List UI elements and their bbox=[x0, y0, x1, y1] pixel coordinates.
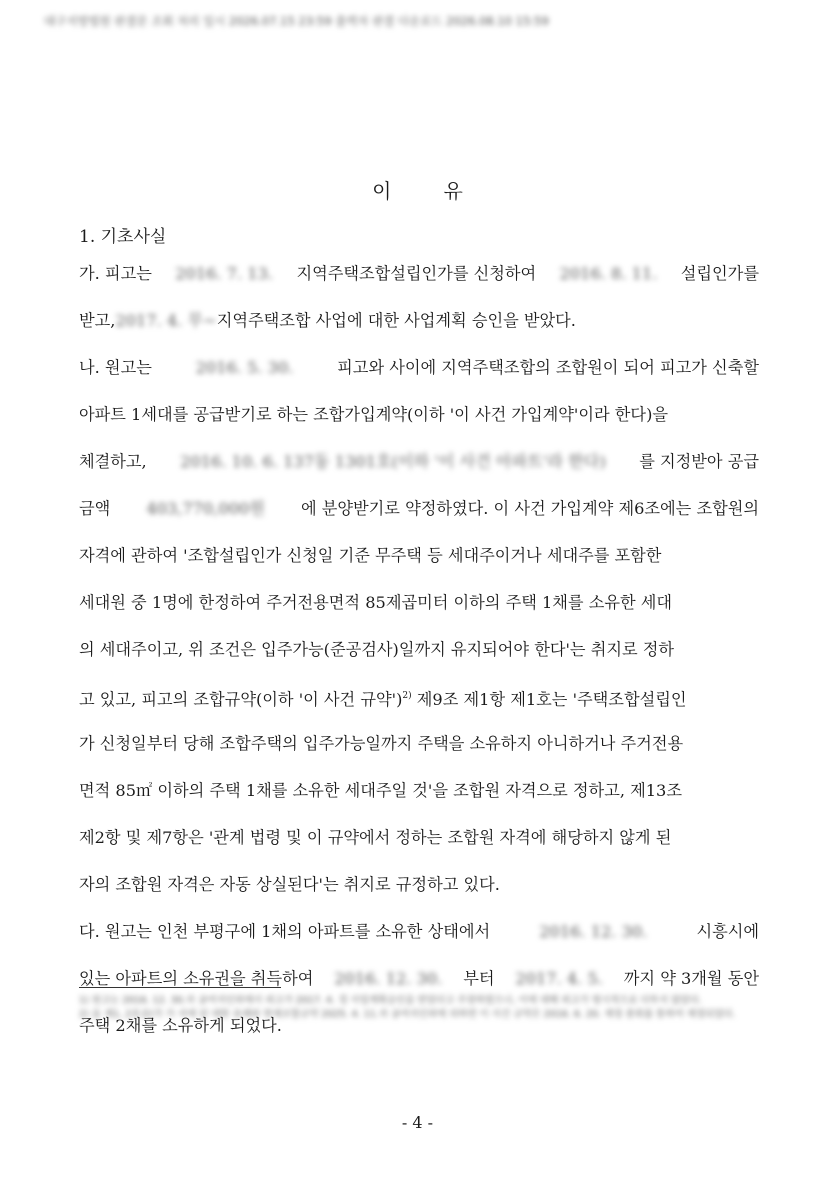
redacted-date: 2017. 4. 5. bbox=[515, 969, 603, 988]
redacted-date: 2016. 5. 30. bbox=[195, 358, 294, 377]
text-line-14 bbox=[79, 861, 759, 908]
text-line-1 bbox=[79, 250, 759, 297]
text-segment: 까지 약 3개월 동안 bbox=[623, 969, 759, 988]
text-segment: 고 있고, 피고의 조합규약(이하 '이 사건 규약') bbox=[79, 690, 403, 709]
page-title bbox=[0, 175, 835, 204]
text-line-12 bbox=[79, 767, 759, 814]
redacted-date: 2017. 4. 무~ bbox=[115, 311, 217, 330]
text-segment: 체결하고, bbox=[79, 452, 147, 471]
text-segment: 아파트 1세대를 공급받기로 하는 조합가입계약(이하 '이 사건 가입계약'이라 한다)을 bbox=[79, 405, 669, 424]
text-segment: 지역주택조합설립인가를 신청하여 bbox=[296, 264, 537, 283]
text-line-13 bbox=[79, 814, 759, 861]
text-line-7 bbox=[79, 532, 759, 579]
footnote-divider bbox=[79, 987, 281, 988]
redacted-amount: 403,770,000원 bbox=[146, 499, 265, 518]
redacted-date: 2016. 7. 13. bbox=[175, 264, 274, 283]
text-segment: 주택 2채를 소유하게 되었다. bbox=[79, 1016, 282, 1035]
text-segment: 부터 bbox=[463, 969, 495, 988]
text-segment: 피고와 사이에 지역주택조합의 조합원이 되어 피고가 신축할 bbox=[337, 358, 759, 377]
footnote-ref: 2) bbox=[402, 691, 412, 701]
text-segment: 다. 원고는 인천 부평구에 1채의 아파트를 소유한 상태에서 bbox=[79, 922, 491, 941]
page-number: - 4 - bbox=[401, 1113, 434, 1132]
redacted-date: 2016. 8. 11. bbox=[559, 264, 658, 283]
text-segment: 받고, bbox=[79, 311, 116, 330]
text-line-6 bbox=[79, 485, 759, 532]
text-segment: 에 분양받기로 약정하였다. 이 사건 가입계약 제6조에는 조합원의 bbox=[300, 499, 759, 518]
text-segment: 시흥시에 bbox=[696, 922, 759, 941]
text-segment: 나. 원고는 bbox=[79, 358, 152, 377]
text-line-8 bbox=[79, 579, 759, 626]
text-segment: 세대원 중 1명에 한정하여 주거전용면적 85제곱미터 이하의 주택 1채를 소유한 세대 bbox=[79, 593, 673, 612]
text-segment: 의 세대주이고, 위 조건은 입주가능(준공검사)일까지 유지되어야 한다'는 취지로 정하 bbox=[79, 640, 675, 659]
text-segment: 가. 피고는 bbox=[79, 264, 152, 283]
footnotes bbox=[79, 994, 759, 1021]
title-char-left: 이 bbox=[372, 179, 392, 203]
text-segment: 지역주택조합 사업에 대한 사업계획 승인을 받았다. bbox=[216, 311, 576, 330]
text-segment: 가 신청일부터 당해 조합주택의 입주가능일까지 주택을 소유하지 아니하거나 주거전용 bbox=[79, 734, 684, 753]
redacted-unit: 2016. 10. 6. 137동 1301호(이하 '이 사건 아파트'라 한다) bbox=[180, 452, 606, 471]
title-char-right: 유 bbox=[443, 179, 463, 203]
body-text bbox=[79, 250, 759, 1049]
text-segment: 제9조 제1항 제1호는 '주택조합설립인 bbox=[411, 690, 687, 709]
redacted-date: 2016. 12. 30. bbox=[539, 922, 648, 941]
text-line-11 bbox=[79, 720, 759, 767]
text-line-9 bbox=[79, 626, 759, 673]
text-line-3 bbox=[79, 344, 759, 391]
text-line-4 bbox=[79, 391, 759, 438]
section-heading: 1. 기초사실 bbox=[79, 227, 167, 247]
text-segment: 설립인가를 bbox=[680, 264, 759, 283]
footnote-1: 1) 원고는 2016. 12. 30.자 공여지인허에서 피고가 2017. 4. 경 사업계획승인을 받았다고 주장하였으나, 이에 대해 피고가 명시적으로 다투지 않았다. bbox=[79, 995, 702, 1006]
document-header: 대구지방법원 판결문 조회 처리 일시 2026.07.15 23:59 출력자 판결 다운로드 2026.08.10 15:59 bbox=[44, 14, 549, 28]
text-segment: 제2항 및 제7항은 '관계 법령 및 이 규약에서 정하는 조합원 자격에 해당하지 않게 된 bbox=[79, 828, 672, 847]
text-segment: 자의 조합원 자격은 자동 상실된다'는 취지로 규정하고 있다. bbox=[79, 875, 500, 894]
text-segment: 있는 아파트의 소유권을 취득하여 bbox=[79, 969, 314, 988]
text-segment: 금액 bbox=[79, 499, 111, 518]
text-segment bbox=[79, 673, 687, 720]
redacted-date: 2016. 12. 30. bbox=[334, 969, 443, 988]
text-line-5 bbox=[79, 438, 759, 485]
text-segment: 자격에 관하여 '조합설립인가 신청일 기준 무주택 등 세대주이거나 세대주를 포함한 bbox=[79, 546, 662, 565]
text-line-10 bbox=[79, 673, 759, 720]
footnote-2: 2) 을 제1, 2호증(각 가 지에 된 대한 유례와 현재조합규약 2025. 4. 11.자 공여지인허에 의하면 이 사건 규약은 2016. 6. 20. 제정 총회를 통하여 제정되었다. bbox=[79, 1008, 736, 1020]
text-segment: 면적 85㎡ 이하의 주택 1채를 소유한 세대주일 것'을 조합원 자격으로 정하고, 제13조 bbox=[79, 781, 682, 800]
text-line-15 bbox=[79, 908, 759, 955]
text-segment: 를 지정받아 공급 bbox=[639, 452, 759, 471]
text-line-2 bbox=[79, 297, 759, 344]
